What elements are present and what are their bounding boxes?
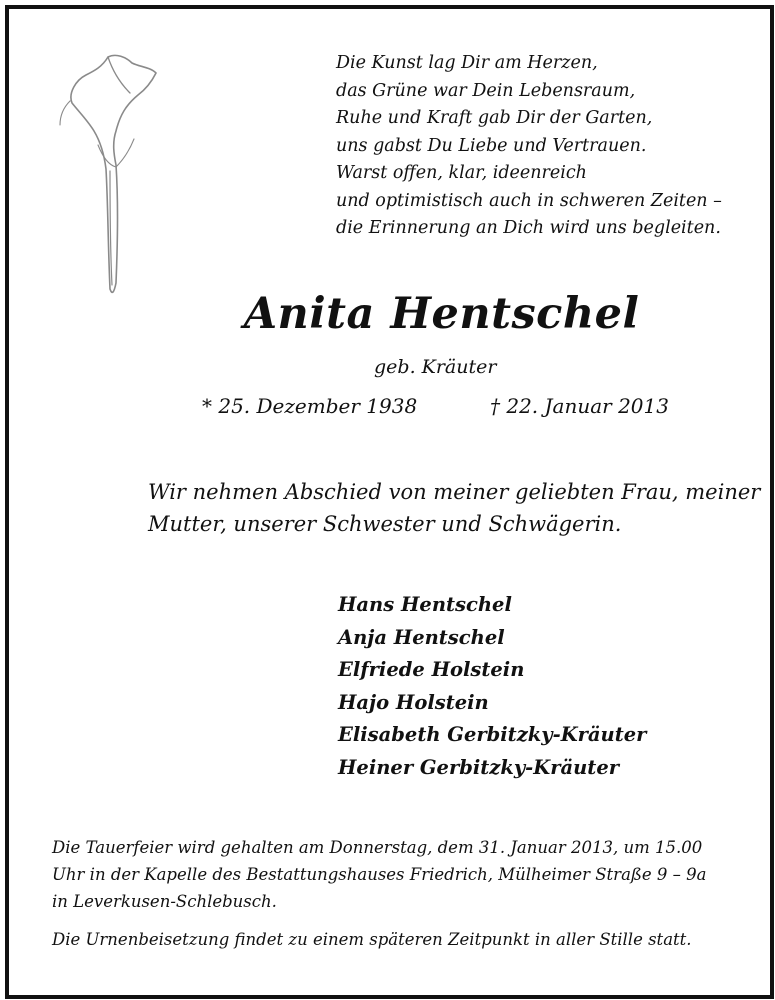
mourner-name: Hajo Holstein xyxy=(338,690,489,714)
service-line: in Leverkusen-Schlebusch. xyxy=(52,892,277,911)
born-name: geb. Kräuter xyxy=(374,356,497,378)
deceased-name-row xyxy=(0,289,775,339)
poem-line: uns gabst Du Liebe und Vertrauen. xyxy=(336,135,647,156)
farewell-text xyxy=(148,476,761,540)
birth-date: * 25. Dezember 1938 xyxy=(202,394,418,418)
poem-line: Die Kunst lag Dir am Herzen, xyxy=(336,53,598,73)
poem-line: Warst offen, klar, ideenreich xyxy=(336,163,587,183)
farewell-line: Mutter, unserer Schwester und Schwägerin. xyxy=(148,512,622,536)
poem xyxy=(336,50,736,243)
mourner-name: Heiner Gerbitzky-Kräuter xyxy=(338,755,619,779)
ginkgo-leaf-icon xyxy=(50,45,160,300)
service-notice xyxy=(52,834,742,915)
urn-notice: Die Urnenbeisetzung findet zu einem späteren Zeitpunkt in aller Stille statt. xyxy=(52,930,692,949)
poem-line: das Grüne war Dein Lebensraum, xyxy=(336,80,636,101)
poem-line: die Erinnerung an Dich wird uns begleiten. xyxy=(336,218,721,238)
mourners-list xyxy=(338,589,646,784)
mourner-name: Elfriede Holstein xyxy=(338,658,525,681)
mourner-name: Hans Hentschel xyxy=(338,593,512,616)
poem-line: Ruhe und Kraft gab Dir der Garten, xyxy=(336,108,653,128)
service-line: Uhr in der Kapelle des Bestattungshauses Friedrich, Mülheimer Straße 9 – 9a xyxy=(52,865,707,884)
deceased-name: Anita Hentschel xyxy=(243,289,640,339)
farewell-line: Wir nehmen Abschied von meiner geliebten Frau, meiner xyxy=(148,480,761,504)
poem-line: und optimistisch auch in schweren Zeiten – xyxy=(336,190,722,211)
service-line: Die Tauerfeier wird gehalten am Donnerstag, dem 31. Januar 2013, um 15.00 xyxy=(52,838,703,857)
mourner-name: Elisabeth Gerbitzky-Kräuter xyxy=(338,723,647,746)
mourner-name: Anja Hentschel xyxy=(338,625,505,649)
death-date: † 22. Januar 2013 xyxy=(490,394,669,418)
